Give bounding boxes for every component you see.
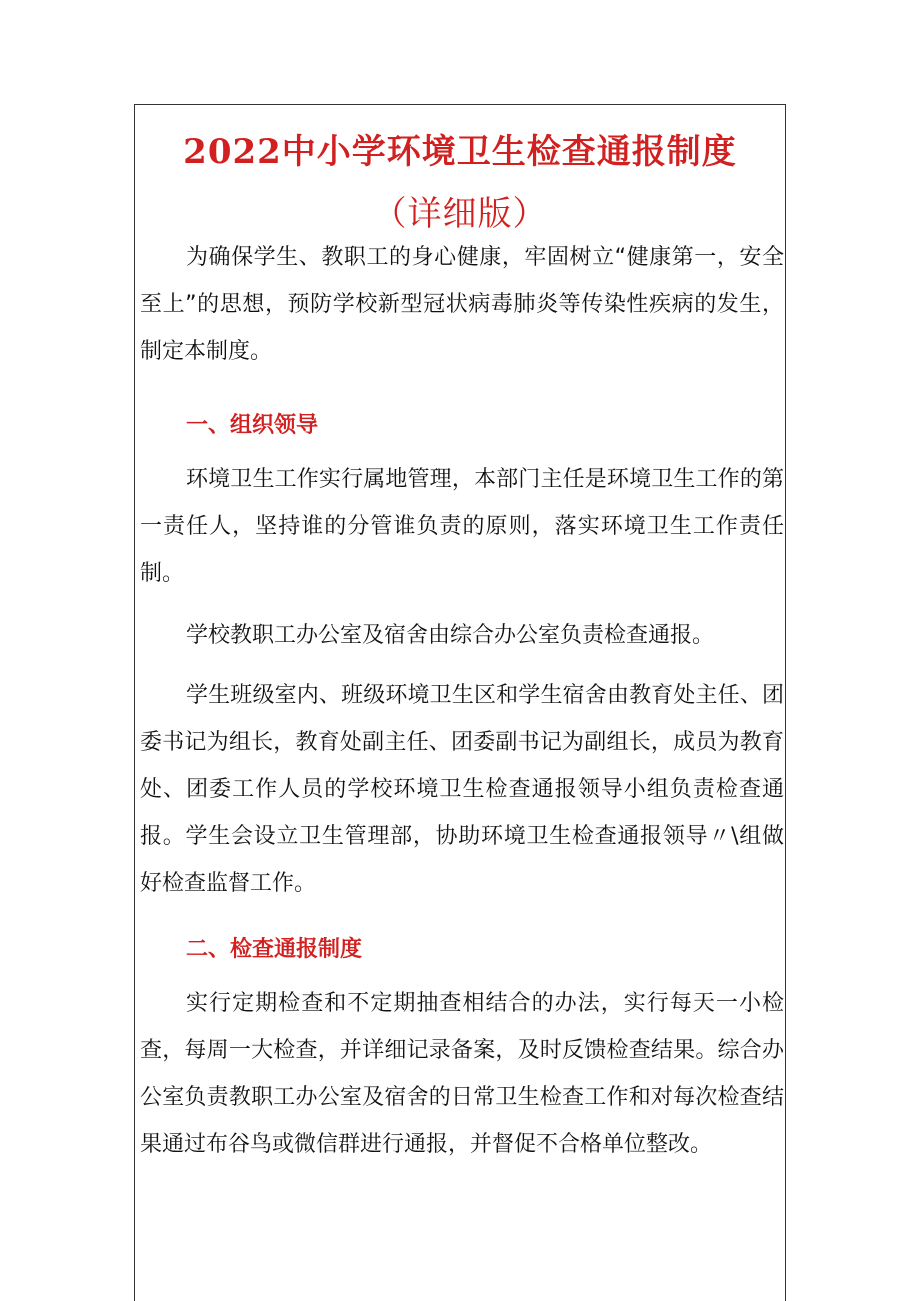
paragraph-student-inspection: 学生班级室内、班级环境卫生区和学生宿舍由教育处主任、团委书记为组长，教育处副主任、团委副书记为副组长，成员为教育处、团委工作人员的学校环境卫生检查通报领导小组负责检查通报。学生会设立卫生管理部，协助环境卫生检查通报领导〃\组做好检查监督工作。: [140, 683, 784, 896]
paragraph-responsibility: 环境卫生工作实行属地管理，本部门主任是环境卫生工作的第一责任人，坚持谁的分管谁负责的原则，落实环境卫生工作责任制。: [140, 467, 784, 586]
paragraph-inspection-method: 实行定期检查和不定期抽查相结合的办法，实行每天一小检查，每周一大检查，并详细记录备案，及时反馈检查结果。综合办公室负责教职工办公室及宿舍的日常卫生检查工作和对每次检查结果通过布谷鸟或微信群进行通报，并督促不合格单位整改。: [140, 991, 784, 1157]
section-heading-inspection-system: 二、检查通报制度: [186, 937, 363, 962]
intro-paragraph: 为确保学生、教职工的身心健康，牢固树立“健康第一，安全至上”的思想，预防学校新型冠状病毒肺炎等传染性疾病的发生，制定本制度。: [140, 245, 784, 364]
document-title: 2022中小学环境卫生检查通报制度: [183, 132, 737, 172]
paragraph-office-inspection: 学校教职工办公室及宿舍由综合办公室负责检查通报。: [186, 623, 715, 648]
document-subtitle: （详细版）: [372, 194, 548, 234]
section-heading-organization: 一、组织领导: [186, 413, 319, 438]
